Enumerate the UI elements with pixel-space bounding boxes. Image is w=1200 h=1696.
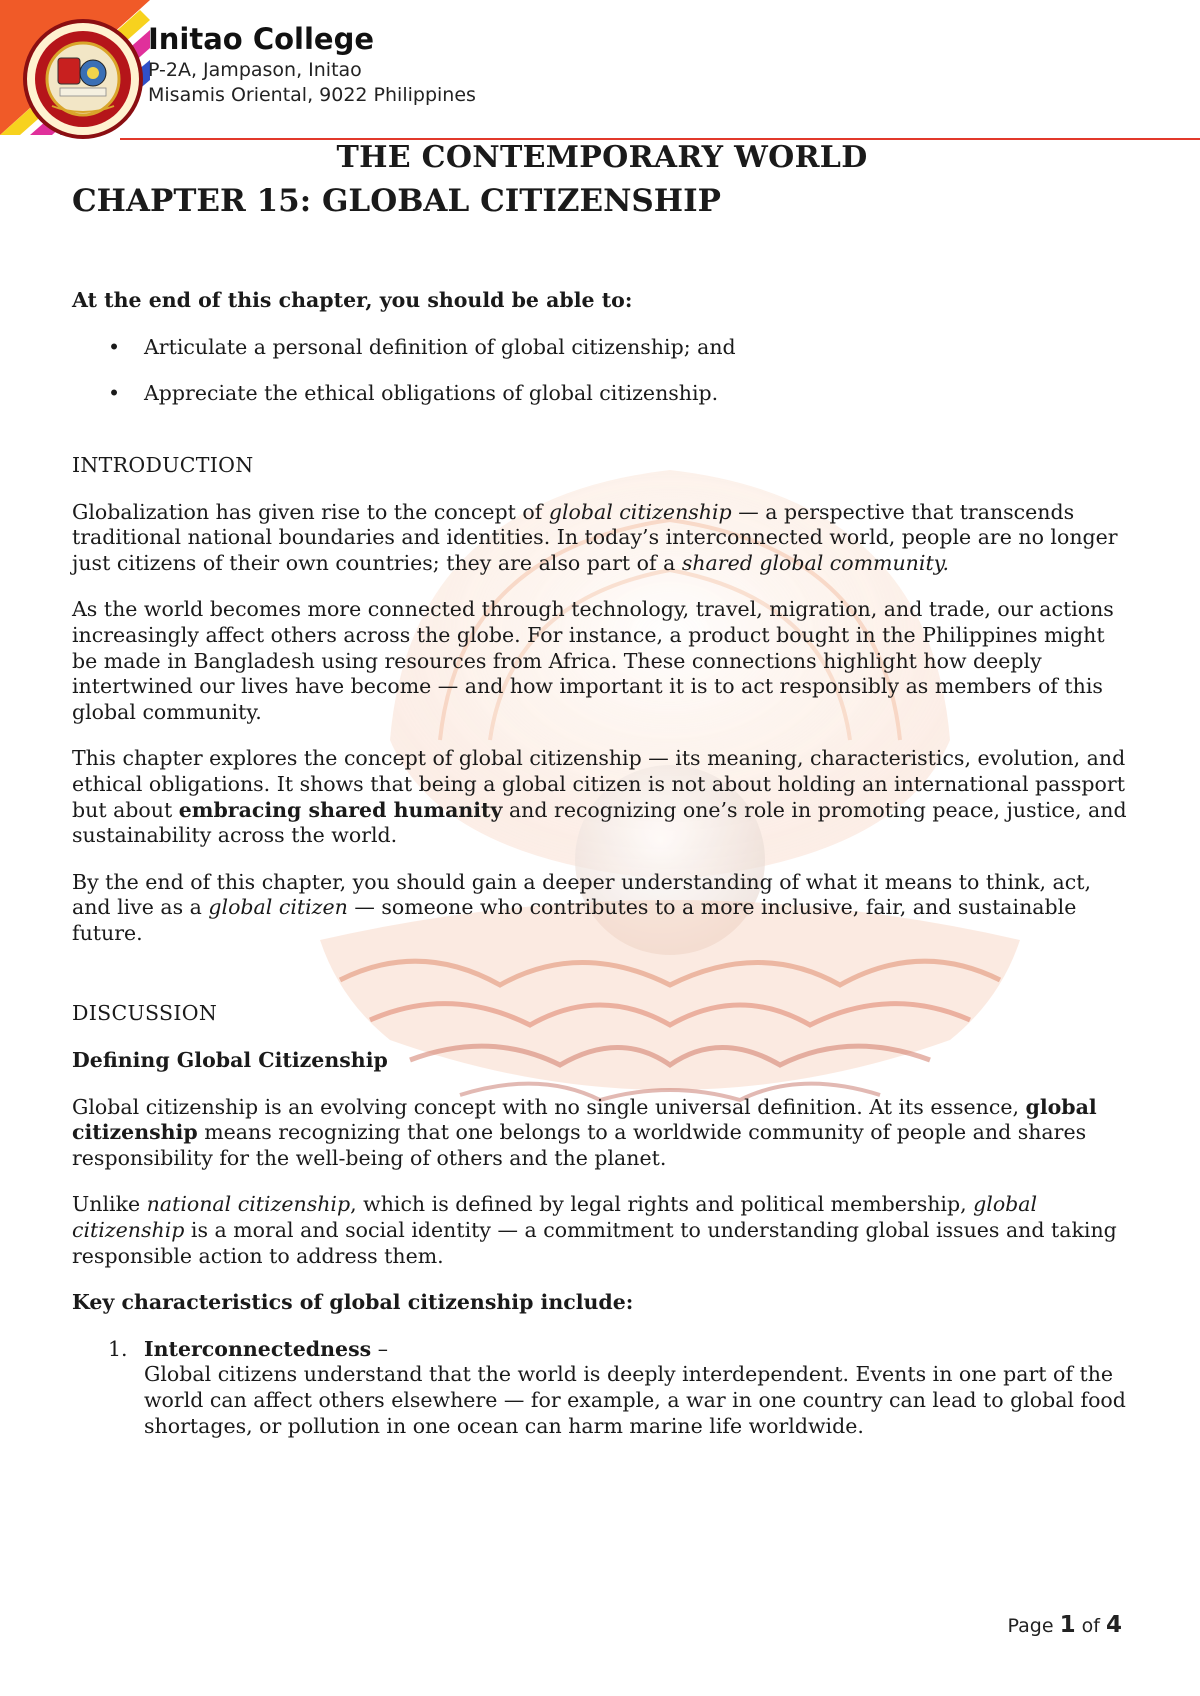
characteristics-list xyxy=(72,1337,1132,1439)
address-line-2: Misamis Oriental, 9022 Philippines xyxy=(148,84,476,106)
introduction-heading: INTRODUCTION xyxy=(72,452,254,477)
chapter-title: CHAPTER 15: GLOBAL CITIZENSHIP xyxy=(72,182,721,219)
list-item: 1. Interconnectedness – Global citizens understand that the world is deeply interdependent. Events in one part of the world can affect others elsewhere — for example, a war in one country can lead to global food shortages, or pollution in one ocean can harm marine life worldwide. xyxy=(108,1336,1126,1438)
document-body xyxy=(72,140,1132,1439)
intro-paragraph-2: As the world becomes more connected through technology, travel, migration, and trade, our actions increasingly affect others across the globe. For instance, a product bought in the Philippines might be made in Bangladesh using resources from Africa. These connections highlight how deeply intertwined our lives have become — and how important it is to act responsibly as members of this global community. xyxy=(72,597,1114,724)
characteristic-text: Global citizens understand that the world is deeply interdependent. Events in one part of the world can affect others elsewhere — for example, a war in one country can lead to global food shortages, or pollution in one ocean can harm marine life worldwide. xyxy=(144,1362,1126,1438)
list-number: 1. xyxy=(108,1336,128,1361)
college-seal-icon xyxy=(22,18,144,140)
objectives-list xyxy=(72,335,1132,407)
definition-paragraph-1: Global citizenship is an evolving concept with no single universal definition. At its essence, global citizenship means recognizing that one belongs to a worldwide community of people and shares responsibility for the well-being of others and the planet. xyxy=(72,1094,1097,1170)
discussion-heading: DISCUSSION xyxy=(72,1001,218,1026)
address-line-1: P-2A, Jampason, Initao xyxy=(148,59,362,81)
page-indicator: Page 1 of 4 xyxy=(1007,1612,1122,1638)
intro-paragraph-4: By the end of this chapter, you should gain a deeper understanding of what it means to think, act, and live as a global citizen — someone who contributes to a more inclusive, fair, and sustainable future. xyxy=(72,869,1091,945)
list-item: • Articulate a personal definition of global citizenship; and xyxy=(72,335,1132,361)
intro-paragraph-1: Globalization has given rise to the concept of global citizenship — a perspective that transcends traditional national boundaries and identities. In today’s interconnected world, people are no longer just citizens of their own countries; they are also part of a shared global community. xyxy=(72,499,1118,575)
characteristic-title: Interconnectedness xyxy=(144,1336,372,1361)
document-title: THE CONTEMPORARY WORLD xyxy=(336,140,868,175)
defining-heading: Defining Global Citizenship xyxy=(72,1048,388,1073)
objectives-heading: At the end of this chapter, you should be able to: xyxy=(72,288,633,313)
definition-paragraph-2: Unlike national citizenship, which is defined by legal rights and political membership, global citizenship is a moral and social identity — a commitment to understanding global issues and taking responsible action to address them. xyxy=(72,1192,1117,1268)
list-item: • Appreciate the ethical obligations of global citizenship. xyxy=(72,381,1132,407)
intro-paragraph-3: This chapter explores the concept of global citizenship — its meaning, characteristics, evolution, and ethical obligations. It shows that being a global citizen is not about holding an international passport but about embracing shared humanity and recognizing one’s role in promoting peace, justice, and sustainability across the world. xyxy=(72,746,1127,848)
key-characteristics-heading: Key characteristics of global citizenship include: xyxy=(72,1290,634,1315)
college-name: Initao College xyxy=(148,22,375,56)
